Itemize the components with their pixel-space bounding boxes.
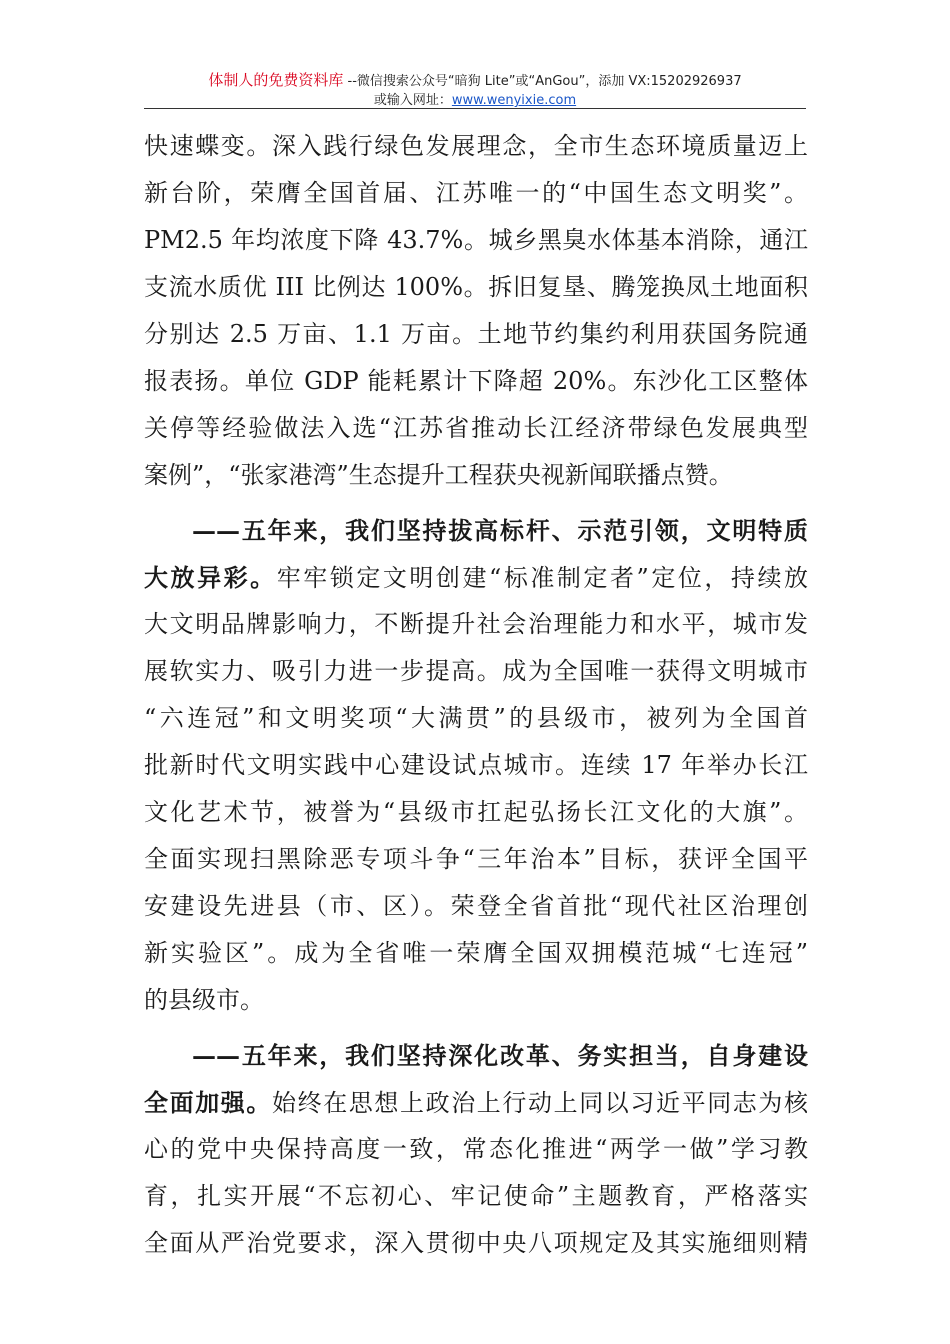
line-text: 批新时代文明实践中心建设试点城市。连续 17 年举办长江 bbox=[144, 751, 808, 779]
line-text: 始终在思想上政治上行动上同以习近平同志为核 bbox=[272, 1089, 808, 1117]
text-line bbox=[144, 452, 808, 499]
line-text: 新台阶，荣膺全国首届、江苏唯一的“中国生态文明奖”。 bbox=[144, 179, 808, 207]
text-line bbox=[144, 217, 808, 264]
line-text: 文化艺术节，被誉为“县级市扛起弘扬长江文化的大旗”。 bbox=[144, 798, 808, 826]
line-text: 安建设先进县（市、区）。荣登全省首批“现代社区治理创 bbox=[144, 892, 808, 920]
text-line bbox=[144, 1079, 808, 1126]
line-text: “六连冠”和文明奖项“大满贯”的县级市，被列为全国首 bbox=[144, 704, 808, 732]
header-info: --微信搜索公众号“暗狗 Lite”或“AnGou”，添加 VX:15202926937 bbox=[343, 74, 742, 89]
text-line bbox=[144, 883, 808, 930]
text-line bbox=[144, 648, 808, 695]
line-text: 展软实力、吸引力进一步提高。成为全国唯一获得文明城市 bbox=[144, 657, 808, 685]
text-line bbox=[144, 836, 808, 883]
section-heading: ——五年来，我们坚持深化改革、务实担当，自身建设 bbox=[192, 1041, 808, 1070]
line-text: PM2.5 年均浓度下降 43.7%。城乡黑臭水体基本消除，通江 bbox=[144, 226, 808, 254]
section-heading: ——五年来，我们坚持拔高标杆、示范引领，文明特质 bbox=[192, 516, 808, 545]
line-text: 大文明品牌影响力，不断提升社会治理能力和水平，城市发 bbox=[144, 610, 808, 638]
text-line bbox=[144, 358, 808, 405]
line-text: 新实验区”。成为全省唯一荣膺全国双拥模范城“七连冠” bbox=[144, 939, 808, 967]
text-line bbox=[144, 1220, 808, 1267]
header-brand: 体制人的免费资料库 bbox=[208, 71, 344, 89]
section-heading-end: 大放异彩。 bbox=[144, 563, 277, 592]
line-text: 全面实现扫黑除恶专项斗争“三年治本”目标，获评全国平 bbox=[144, 845, 808, 873]
document-body bbox=[144, 123, 808, 1267]
text-line bbox=[144, 264, 808, 311]
line-text: 关停等经验做法入选“江苏省推动长江经济带绿色发展典型 bbox=[144, 414, 808, 442]
line-text: 快速蝶变。深入践行绿色发展理念，全市生态环境质量迈上 bbox=[144, 132, 808, 160]
text-line bbox=[144, 789, 808, 836]
line-text: 心的党中央保持高度一致，常态化推进“两学一做”学习教 bbox=[144, 1135, 808, 1163]
text-line bbox=[144, 1126, 808, 1173]
section-heading-end: 全面加强。 bbox=[144, 1088, 272, 1117]
header-url-link[interactable]: www.wenyixie.com bbox=[451, 93, 577, 108]
line-text: 报表扬。单位 GDP 能耗累计下降超 20%。东沙化工区整体 bbox=[144, 367, 808, 395]
header-line-1 bbox=[144, 70, 806, 92]
line-text: 的县级市。 bbox=[144, 986, 264, 1014]
text-line bbox=[144, 601, 808, 648]
section-heading-line bbox=[144, 1032, 808, 1079]
text-line bbox=[144, 1173, 808, 1220]
text-line bbox=[144, 405, 808, 452]
line-text: 案例”，“张家港湾”生态提升工程获央视新闻联播点赞。 bbox=[144, 461, 733, 489]
header-url-prefix: 或输入网址： bbox=[373, 93, 452, 108]
line-text: 全面从严治党要求，深入贯彻中央八项规定及其实施细则精 bbox=[144, 1229, 808, 1257]
line-text: 牢牢锁定文明创建“标准制定者”定位，持续放 bbox=[276, 564, 808, 592]
text-line bbox=[144, 123, 808, 170]
line-text: 支流水质优 III 比例达 100%。拆旧复垦、腾笼换凤土地面积 bbox=[144, 273, 808, 301]
line-text: 育，扎实开展“不忘初心、牢记使命”主题教育，严格落实 bbox=[144, 1182, 808, 1210]
text-line bbox=[144, 977, 808, 1024]
text-line bbox=[144, 554, 808, 601]
page-header bbox=[144, 70, 806, 110]
line-text: 分别达 2.5 万亩、1.1 万亩。土地节约集约利用获国务院通 bbox=[144, 320, 808, 348]
header-divider bbox=[144, 108, 806, 109]
text-line bbox=[144, 742, 808, 789]
text-line bbox=[144, 170, 808, 217]
section-heading-line bbox=[144, 507, 808, 554]
text-line bbox=[144, 930, 808, 977]
text-line bbox=[144, 695, 808, 742]
text-line bbox=[144, 311, 808, 358]
